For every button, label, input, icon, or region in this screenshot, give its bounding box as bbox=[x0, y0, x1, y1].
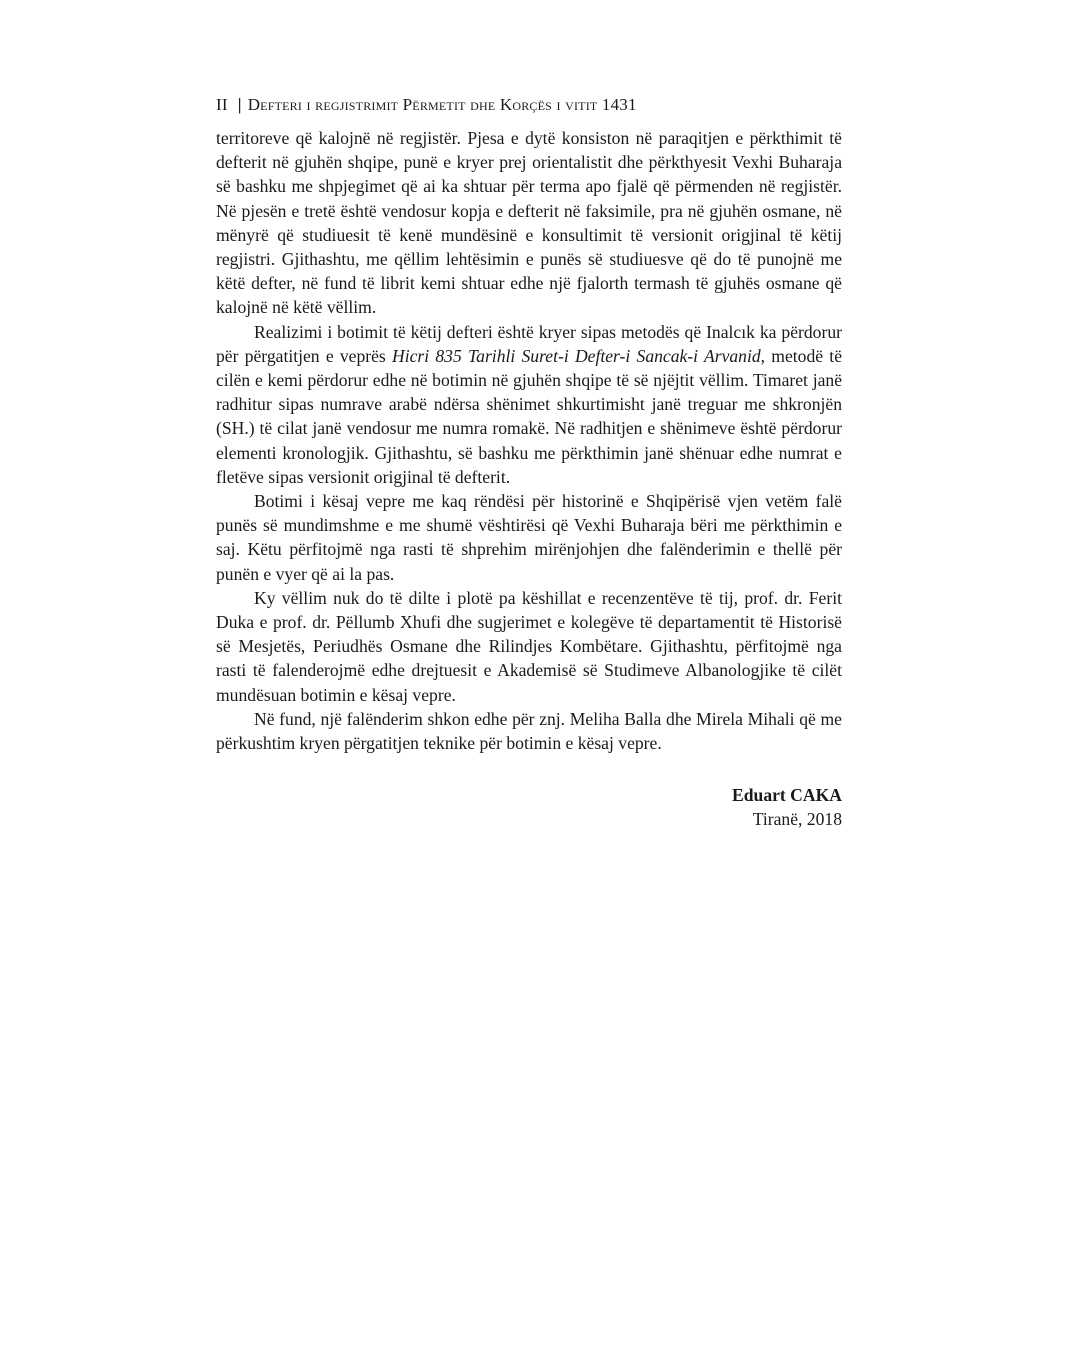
running-header bbox=[216, 94, 842, 116]
author-name: Eduart CAKA bbox=[732, 785, 842, 806]
paragraph-2-text-a: Realizimi i botimit të këtij defteri është kryer sipas metodës që Inalcık ka përdorur për përgatitjen e veprës bbox=[216, 321, 842, 366]
paragraph-3: Botimi i kësaj vepre me kaq rëndësi për historinë e Shqipërisë vjen vetëm falë punës së mundimshme e me shumë vështirësi që Vexhi Buharaja bëri me përkthimin e saj. Këtu përfitojmë nga rasti të shprehim mirënjohjen dhe falënderimin e thellë për punën e vyer që ai la pas. bbox=[216, 491, 842, 584]
paragraph-4: Ky vëllim nuk do të dilte i plotë pa këshillat e recenzentëve të tij, prof. dr. Ferit Duka e prof. dr. Pëllumb Xhufi dhe sugjerimet e kolegëve të departamentit të Historisë së Mesjetës, Periudhës Osmane dhe Rilindjes Kombëtare. Gjithashtu, përfitojmë nga rasti të falenderojmë edhe drejtuesit e Akademisë së Studimeve Albanologjike të cilët mundësuan botimin e kësaj vepre. bbox=[216, 587, 842, 705]
place-date: Tiranë, 2018 bbox=[752, 809, 842, 830]
book-title-italic: Hicri 835 Tarihli Suret-i Defter-i Sancak-i Arvanid bbox=[392, 345, 761, 366]
header-separator: | bbox=[237, 95, 242, 114]
paragraph-1: territoreve që kalojnë në regjistër. Pjesa e dytë konsiston në paraqitjen e përkthimit të defterit në gjuhën shqipe, punë e kryer prej orientalistit dhe përkthyesit Vexhi Buharaja së bashku me shpjegimet që ai ka shtuar për terma apo fjalë që përmenden në regjistër. Në pjesën e tretë është vendosur kopja e defterit në faksimile, pra në gjuhën osmane, në mënyrë që studiuesit të kenë mundësinë e konsultimit të versionit origjinal të këtij regjistri. Gjithashtu, me qëllim lehtësimin e punës së studiuesve që do të punojnë me këtë defter, në fund të librit kemi shtuar edhe një fjalorth termash të gjuhës osmane që kalojnë në këtë vëllim. bbox=[216, 128, 842, 318]
page-number: II bbox=[216, 95, 228, 114]
paragraph-2 bbox=[216, 320, 842, 489]
running-title: Defteri i regjistrimit Përmetit dhe Korçës i vitit 1431 bbox=[247, 95, 637, 114]
paragraph-5: Në fund, një falënderim shkon edhe për znj. Meliha Balla dhe Mirela Mihali që me përkushtim kryen përgatitjen teknike për botimin e kësaj vepre. bbox=[216, 708, 842, 754]
document-page bbox=[216, 94, 842, 832]
body-text bbox=[216, 126, 842, 755]
paragraph-2-text-b: , metodë të cilën e kemi përdorur edhe në botimin në gjuhën shqipe të së njëjtit vëllim. Timaret janë radhitur sipas numrave arabë ndërsa shënimet shkurtimisht janë treguar me shkronjën (SH.) të cilat janë vendosur me numra romakë. Në radhitjen e shënimeve është përdorur elementi kronologjik. Gjithashtu, së bashku me përkthimin janë shënuar edhe numrat e fletëve sipas versionit origjinal të defterit. bbox=[216, 345, 843, 487]
signature-block bbox=[216, 783, 842, 831]
